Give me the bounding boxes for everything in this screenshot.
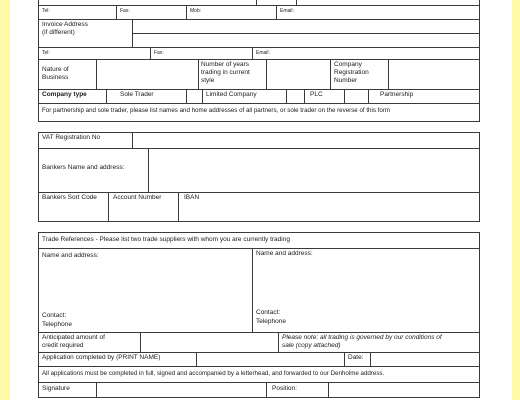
invoice-address-label: Invoice Address (42, 21, 88, 28)
trade-references-header: Trade References - Please list two trade suppliers with whom you are currently trading (42, 236, 290, 243)
years-trading-label: Number of years (201, 61, 250, 68)
tel-label: Tel: (42, 8, 50, 14)
email-label: Email: (280, 8, 294, 14)
partnership-note: For partnership and sole trader, please list names and home addresses of all partners, or sole trader on the reverse of this form (42, 107, 391, 114)
signature-label: Signature (42, 385, 70, 392)
trade-ref-1-name: Name and address: (42, 252, 99, 259)
invoice-address-note: (if different) (42, 29, 75, 36)
fax-label: Fax: (120, 8, 130, 14)
terms-note-2: sale (copy attached) (282, 342, 341, 349)
bankers-name-label: Bankers Name and address: (42, 164, 125, 171)
company-registration-label-2: Registration (334, 69, 369, 76)
credit-amount-label: Anticipated amount of (42, 334, 105, 341)
trade-ref-1-phone: Telephone (42, 321, 72, 328)
account-number-label: Account Number (113, 194, 162, 201)
sort-code-label: Bankers Sort Code (42, 194, 97, 201)
company-type-limited: Limited Company (206, 91, 257, 98)
trade-ref-1-contact: Contact: (42, 312, 67, 319)
vat-registration-label: VAT Registration No (42, 134, 101, 141)
completed-by-label: Application completed by (PRINT NAME) (42, 354, 161, 361)
nature-of-business-label-2: Business (42, 74, 69, 81)
company-type-sole-trader: Sole Trader (120, 91, 154, 98)
trade-ref-2-contact: Contact: (256, 309, 281, 316)
trade-ref-2-phone: Telephone (256, 318, 286, 325)
email-label-2: Email: (256, 50, 270, 56)
trade-ref-2-name: Name and address: (256, 250, 313, 257)
years-trading-label-3: style (201, 77, 215, 84)
application-form-page (10, 0, 512, 400)
company-type-partnership: Partnership (380, 91, 414, 98)
fax-label-2: Fax: (154, 50, 164, 56)
company-registration-label-3: Number (334, 77, 358, 84)
years-trading-label-2: trading in current (201, 69, 250, 76)
terms-note: Please note: all trading is governed by our conditions of (282, 334, 442, 341)
submission-note: All applications must be completed in full, signed and accompanied by a letterhead, and forwarded to our Denholme address. (42, 370, 385, 377)
company-type-plc: PLC (310, 91, 323, 98)
position-label: Position: (272, 385, 297, 392)
company-registration-label: Company (334, 61, 362, 68)
company-type-label: Company type (42, 91, 87, 98)
mob-label: Mob: (190, 8, 202, 14)
credit-amount-label-2: credit required (42, 342, 84, 349)
tel-label-2: Tel: (42, 50, 50, 56)
nature-of-business-label: Nature of (42, 66, 69, 73)
date-label: Date: (348, 354, 364, 361)
bank-details-section (38, 132, 480, 222)
iban-label: IBAN (184, 194, 200, 201)
